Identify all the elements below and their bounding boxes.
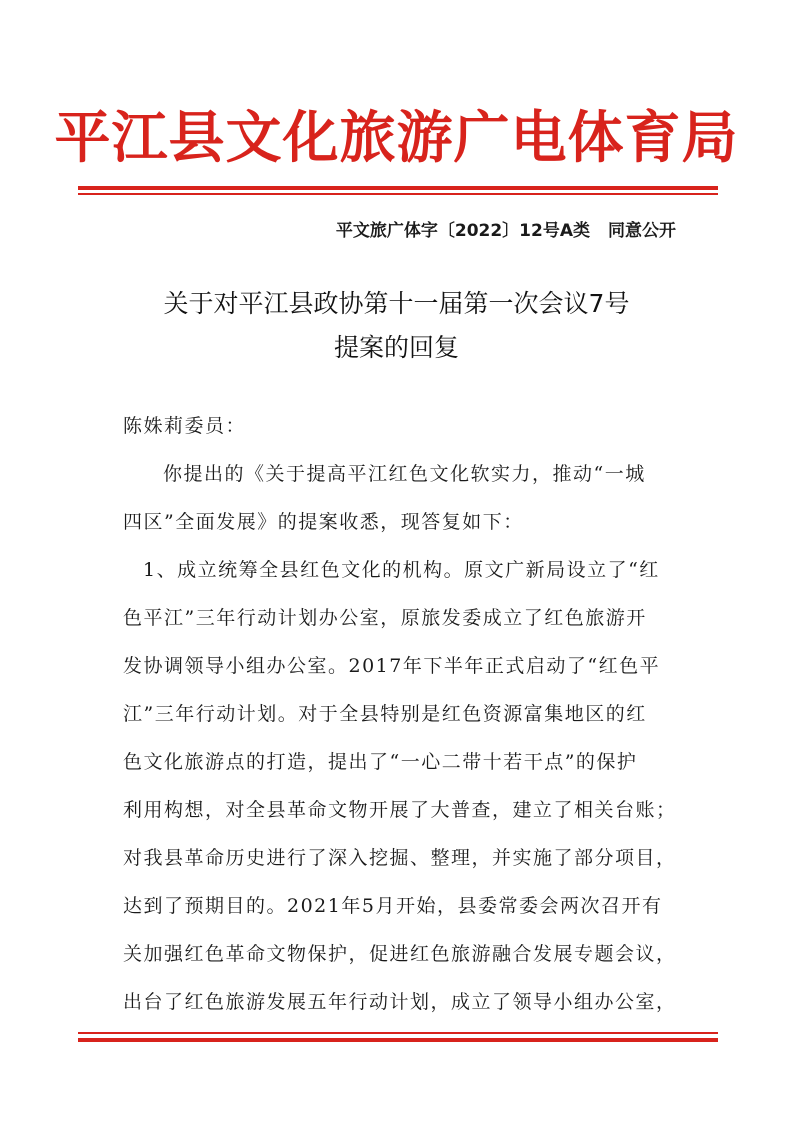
footer-rule-bottom xyxy=(78,1038,718,1042)
body-line: 达到了预期目的。2021年5月开始，县委常委会两次召开有 xyxy=(123,895,663,917)
salutation: 陈姝莉委员： xyxy=(123,415,247,437)
document-title xyxy=(60,282,733,370)
body-line: 发协调领导小组办公室。2017年下半年正式启动了“红色平 xyxy=(123,655,661,677)
disclosure-status: 同意公开 xyxy=(608,221,676,241)
letterhead-rule-bottom xyxy=(78,193,718,195)
body-line: 对我县革命历史进行了深入挖掘、整理，并实施了部分项目， xyxy=(123,847,677,869)
document-body xyxy=(123,402,688,1026)
body-line: 江”三年行动计划。对于全县特别是红色资源富集地区的红 xyxy=(123,703,647,725)
title-line-1: 关于对平江县政协第十一届第一次会议7号 xyxy=(163,289,630,318)
body-line: 1、成立统筹全县红色文化的机构。原文广新局设立了“红 xyxy=(143,559,660,581)
body-line: 色文化旅游点的打造，提出了“一心二带十若干点”的保护 xyxy=(123,751,638,773)
document-number: 平文旅广体字〔2022〕12号A类 xyxy=(335,221,590,241)
body-line: 四区”全面发展》的提案收悉，现答复如下： xyxy=(123,511,524,533)
body-line: 关加强红色革命文物保护，促进红色旅游融合发展专题会议， xyxy=(123,943,677,965)
body-line: 出台了红色旅游发展五年行动计划，成立了领导小组办公室， xyxy=(123,991,677,1013)
title-line-2: 提案的回复 xyxy=(333,333,459,362)
body-line: 利用构想，对全县革命文物开展了大普查，建立了相关台账； xyxy=(123,799,677,821)
footer-rule-top xyxy=(78,1032,718,1034)
body-line: 色平江”三年行动计划办公室，原旅发委成立了红色旅游开 xyxy=(123,607,647,629)
document-meta xyxy=(336,218,676,244)
letterhead-org-name: 平江县文化旅游广电体育局 xyxy=(54,105,739,171)
letterhead-rule-top xyxy=(78,186,718,190)
body-line: 你提出的《关于提高平江红色文化软实力，推动“一城 xyxy=(163,463,646,485)
